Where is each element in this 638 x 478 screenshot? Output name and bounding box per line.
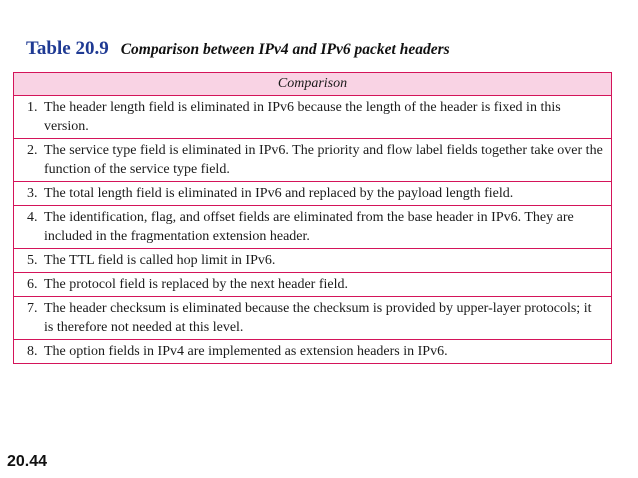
row-number: 4. <box>27 210 38 225</box>
row-text: The header length field is eliminated in IPv6 because the length of the header is fixed in this version. <box>44 100 561 134</box>
row-text: The protocol field is replaced by the next header field. <box>44 277 348 292</box>
row-text: The total length field is eliminated in IPv6 and replaced by the payload length field. <box>44 186 514 201</box>
row-text: The option fields in IPv4 are implemented as extension headers in IPv6. <box>44 344 448 359</box>
table-row <box>14 297 611 340</box>
row-number: 6. <box>27 277 38 292</box>
row-number: 7. <box>27 301 38 316</box>
table-row <box>14 249 611 273</box>
table-row <box>14 206 611 249</box>
row-text: The service type field is eliminated in IPv6. The priority and flow label fields together take over the function of the service type field. <box>44 143 603 177</box>
table-row <box>14 273 611 297</box>
row-text: The header checksum is eliminated because the checksum is provided by upper-layer protocols; it is therefore not needed at this level. <box>44 301 592 335</box>
row-number: 2. <box>27 143 38 158</box>
table-caption <box>26 38 450 60</box>
table-header: Comparison <box>14 73 611 96</box>
table-row <box>14 182 611 206</box>
table-row <box>14 139 611 182</box>
row-number: 1. <box>27 100 38 115</box>
row-number: 8. <box>27 344 38 359</box>
row-number: 5. <box>27 253 38 268</box>
table-title: Comparison between IPv4 and IPv6 packet headers <box>120 41 450 58</box>
row-text: The identification, flag, and offset fields are eliminated from the base header in IPv6. They are included in the fragmentation extension header. <box>44 210 574 244</box>
row-number: 3. <box>27 186 38 201</box>
table-number: Table 20.9 <box>26 38 109 59</box>
slide-number: 20.44 <box>7 453 48 470</box>
table-row <box>14 340 611 363</box>
table-row <box>14 96 611 139</box>
row-text: The TTL field is called hop limit in IPv6. <box>44 253 276 268</box>
comparison-table <box>13 72 612 364</box>
